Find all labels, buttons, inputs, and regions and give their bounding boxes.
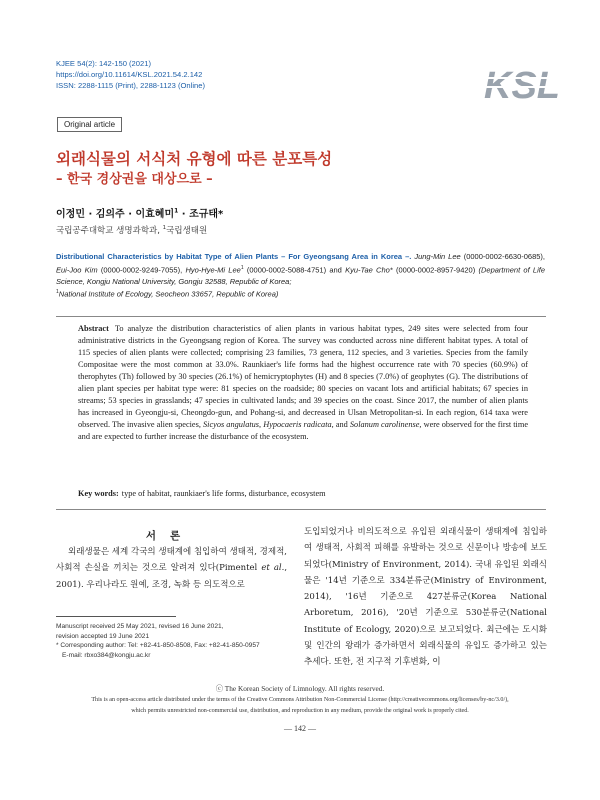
- author-4-name: Kyu-Tae Cho*: [345, 265, 393, 275]
- author-3-name: Hyo-Hye-Mi Lee: [185, 265, 241, 275]
- author-3-orcid: (0000-0002-5088-4751) and: [246, 265, 342, 275]
- license-footer: [40, 684, 560, 716]
- abstract-and: , and: [331, 419, 348, 429]
- abstract-text: To analyze the distribution characteristics of alien plants in various habitat types, 249 sites were selected from four administrative districts in the Gyeongsang region of Korea. The survey was conducted across nine different habitat types. A total of 115 species of alien plants were collected; comprising 23 families, 73 genera, 112 species, and 3 varieties. Species from the family Compositae were the most common at 33.0%. Raunkiaer's life forms had the highest occurrence rate with 70 species (60.9%) of therophytes (Th) followed by 30 species (26.1%) of hemicryptophytes (H) and 8 species (7.0%) of geophytes (G). The distributions of alien plant species per habitat type were: 81 species on the roadside; 80 species on vacant lots and artificial habitats; 67 species in streams; 53 species in grasslands; 47 species in cultivated lands; and 39 species on the coast. Since 2017, the number of alien plants has increased in Gyeongju-si, Cheongdo-gun, and Pohang-si, and decreased in Ulsan Metropolitan-si. In each region, 614 taxa were observed. The invasive alien species,: [78, 324, 528, 429]
- abstract: Abstract To analyze the distribution characteristics of alien plants in various habitat types, 249 sites were selected from four administrative districts in the Gyeongsang region of Korea. The survey was conducted across nine different habitat types. A total of 115 species of alien plants were collected; comprising 23 families, 73 genera, 112 species, and 3 varieties. Species from the family Compositae were the most common at 33.0%. Raunkiaer's life forms had the highest occurrence rate with 70 species (60.9%) of therophytes (Th) followed by 30 species (26.1%) of hemicryptophytes (H) and 8 species (7.0%) of geophytes (G). The distributions of alien plant species per habitat type were: 81 species on the roadside; 80 species on vacant lots and artificial habitats; 67 species in streams; 53 species in grasslands; 47 species in cultivated lands; and 39 species on the coast. Since 2017, the number of alien plants has increased in Gyeongju-si, Cheongdo-gun, and Pohang-si, and decreased in Ulsan Metropolitan-si. In each region, 614 taxa were observed. The invasive alien species, Sicyos angulatus, Hypocaeris radicata, and Solanum carolinense, were observed for the first time and are expected to further increase the disturbance of the ecosystem.: [78, 324, 528, 441]
- footnote-email[interactable]: E-mail: rbxo384@kongju.ac.kr: [62, 651, 151, 659]
- author-2-name: Eui-Joo Kim: [56, 265, 98, 275]
- journal-citation: KJEE 54(2): 142-150 (2021): [56, 59, 151, 68]
- authors-korean: [56, 205, 223, 220]
- body-left-text: 외래생물은 세계 각국의 생태계에 침입하여 생태적, 경제적, 사회적 손실을 끼치는 것으로 알려져 있다(Pimentel: [56, 547, 287, 574]
- footnote-received: Manuscript received 25 May 2021, revised 16 June 2021,: [56, 623, 224, 630]
- keywords-label: Key words:: [78, 489, 119, 498]
- author-1-name: Jung-Min Lee: [414, 252, 461, 261]
- body-left-text-2: , 2001). 우리나라도 원예, 조경, 녹화 등 의도적으로: [56, 563, 288, 590]
- affiliation-korean-2: 국립생태원: [166, 226, 208, 236]
- authors-korean-last: · 조규태*: [178, 209, 224, 220]
- ksl-logo: [480, 60, 560, 107]
- abstract-top-rule: [56, 316, 546, 317]
- ksl-logo-text: KSL: [484, 65, 560, 107]
- page-number: — 142 —: [284, 724, 316, 733]
- english-affiliation: (Department of Life Science, Kongju National University, Gongju 32588, Republic of Korea;: [56, 265, 546, 286]
- authors-korean-names: 이정민 · 김의주 · 이효혜미: [56, 209, 175, 220]
- footnote-corresponding: * Corresponding author: Tel: +82-41-850-8508, Fax: +82-41-850-0957: [56, 642, 260, 649]
- author-2-orcid: (0000-0002-9249-7055),: [100, 265, 183, 275]
- abstract-species-3: Solanum carolinense: [349, 419, 420, 429]
- english-title-block: Distributional Characteristics by Habitat Type of Alien Plants – For Gyeongsang Area in Korea –. Jung-Min Lee (0000-0002-6630-0685), Eui-Joo Kim (0000-0002-9249-7055), Hyo-Hye-Mi Lee$^1$ (0000-0002-5088-4751) and Kyu-Tae Cho* (0000-0002-8957-9420) (Department of Life Science, Kongju National University, Gongju 32588, Republic of Korea; $^1$National Institute of Ecology, Seocheon 33657, Republic of Korea): [56, 252, 546, 299]
- english-title: Distributional Characteristics by Habitat Type of Alien Plants – For Gyeongsang Area in Korea –.: [56, 252, 412, 261]
- abstract-text-2: , were observed for the first time and are expected to further increase the disturbance of the ecosystem.: [78, 419, 528, 441]
- journal-doi-link[interactable]: https://doi.org/10.11614/KSL.2021.54.2.142: [56, 70, 203, 80]
- footer-copyright: ⓒ The Korean Society of Limnology. All rights reserved.: [215, 684, 385, 693]
- footnote-rule: [56, 616, 176, 617]
- authors-korean-sup: 1: [174, 207, 179, 215]
- footnote-accepted: revision accepted 19 June 2021: [56, 632, 150, 640]
- body-column-left: [56, 544, 287, 593]
- body-column-right: 도입되었거나 비의도적으로 유입된 외래식물이 생태계에 침입하여 생태적, 사회적 피해를 유발하는 것으로 신문이나 방송에 보도되었다(Ministry of Environment, 2014). 국내 유입된 외래식물은 '14년 기준으로 334분류군(Ministry of Environment, 2014), '16년 기준으로 427분류군(Korea National Arboretum, 2016), '20년 기준으로 530분류군(National Institute of Ecology, 2020)으로 보고되었다. 최근에는 도시화 및 인간의 왕래가 증가하면서 외래식물의 유입도 증가하고 있는 추세다. 또한, 전 지구적 기후변화, 이: [304, 527, 547, 668]
- affiliation-korean-sup: 1: [162, 225, 167, 232]
- journal-meta: [56, 58, 205, 92]
- footer-license-1: This is an open-access article distributed under the terms of the Creative Commons Attribution Non-Commercial License (http://creativecommons.org/licenses/by-nc/3.0/),: [91, 697, 509, 703]
- journal-issn: ISSN: 2288-1115 (Print), 2288-1123 (Online): [56, 81, 206, 91]
- article-subtitle-korean: – 한국 경상권을 대상으로 –: [56, 172, 213, 187]
- author-4-orcid: (0000-0002-8957-9420): [395, 265, 476, 275]
- article-title-korean: 외래식물의 서식처 유형에 따른 분포특성: [56, 150, 333, 168]
- body-left-etal: et al.: [261, 563, 285, 574]
- english-affiliation-2: National Institute of Ecology, Seocheon 33657, Republic of Korea): [58, 289, 279, 299]
- abstract-species-2: Hypocaeris radicata: [263, 419, 332, 429]
- section-heading-introduction: 서론: [145, 530, 195, 542]
- abstract-species-1: Sicyos angulatus: [203, 419, 260, 429]
- abstract-bottom-rule: [56, 509, 546, 510]
- abstract-label: Abstract: [78, 324, 109, 333]
- footnote: [56, 622, 296, 660]
- keywords: [78, 489, 528, 498]
- footer-license-2: which permits unrestricted non-commercial use, distribution, and reproduction in any medium, provide the original work is properly cited.: [131, 708, 469, 714]
- keywords-text: type of habitat, raunkiaer's life forms, disturbance, ecosystem: [121, 489, 326, 498]
- article-type-badge: Original article: [57, 117, 122, 132]
- author-1-orcid: (0000-0002-6630-0685),: [463, 252, 546, 261]
- affiliation-korean: [56, 224, 207, 236]
- affiliation-korean-1: 국립공주대학교 생명과학과,: [56, 226, 160, 236]
